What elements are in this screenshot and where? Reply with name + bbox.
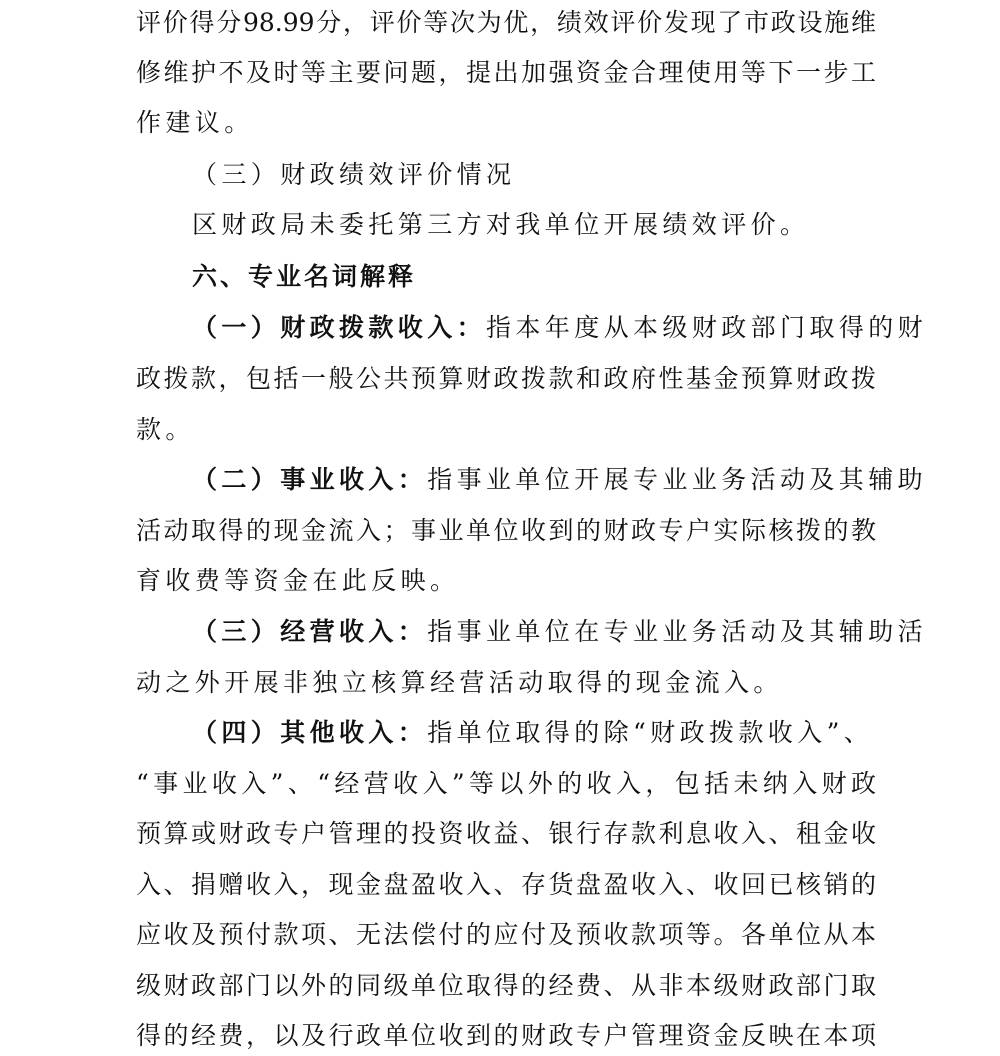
definition-text: 指事业单位开展专业业务活动及其辅助 <box>427 465 928 494</box>
paragraph-line: 动之外开展非独立核算经营活动取得的现金流入。 <box>136 668 783 697</box>
paragraph-line: 预算或财政专户管理的投资收益、银行存款利息收入、租金收 <box>136 819 876 848</box>
paragraph-line: 作建议。 <box>136 108 254 137</box>
paragraph-line: 应收及预付款项、无法偿付的应付及预收款项等。各单位从本 <box>136 920 876 949</box>
definition-text: 指本年度从本级财政部门取得的财 <box>486 313 928 342</box>
section-subheading: （三）财政绩效评价情况 <box>192 160 516 189</box>
term-label: （一）财政拨款收入： <box>192 313 487 342</box>
paragraph-line: 活动取得的现金流入；事业单位收到的财政专户实际核拨的教 <box>136 516 876 545</box>
paragraph-line: 款。 <box>136 415 195 444</box>
paragraph-line: “事业收入”、“经营收入”等以外的收入，包括未纳入财政 <box>136 769 876 798</box>
paragraph-line: 入、捐赠收入，现金盘盈收入、存货盘盈收入、收回已核销的 <box>136 870 876 899</box>
paragraph-line: 评价得分98.99分，评价等次为优，绩效评价发现了市政设施维 <box>136 8 876 37</box>
definition-text: 指事业单位在专业业务活动及其辅助活 <box>427 617 928 646</box>
definition-line <box>192 716 876 750</box>
paragraph-line: 育收费等资金在此反映。 <box>136 566 460 595</box>
paragraph-line: 区财政局未委托第三方对我单位开展绩效评价。 <box>192 210 810 239</box>
term-label: （二）事业收入： <box>192 465 428 494</box>
definition-line <box>192 463 928 497</box>
paragraph-line: 级财政部门以外的同级单位取得的经费、从非本级财政部门取 <box>136 971 876 1000</box>
definition-line <box>192 311 928 345</box>
definition-text: 指单位取得的除“财政拨款收入”、 <box>427 718 874 747</box>
term-label: （四）其他收入： <box>192 718 428 747</box>
section-heading: 六、专业名词解释 <box>192 262 417 291</box>
paragraph-line: 得的经费，以及行政单位收到的财政专户管理资金反映在本项 <box>136 1021 876 1050</box>
paragraph-line: 政拨款，包括一般公共预算财政拨款和政府性基金预算财政拨 <box>136 364 876 393</box>
paragraph-line: 修维护不及时等主要问题，提出加强资金合理使用等下一步工 <box>136 58 876 87</box>
term-label: （三）经营收入： <box>192 617 428 646</box>
definition-line <box>192 615 928 649</box>
